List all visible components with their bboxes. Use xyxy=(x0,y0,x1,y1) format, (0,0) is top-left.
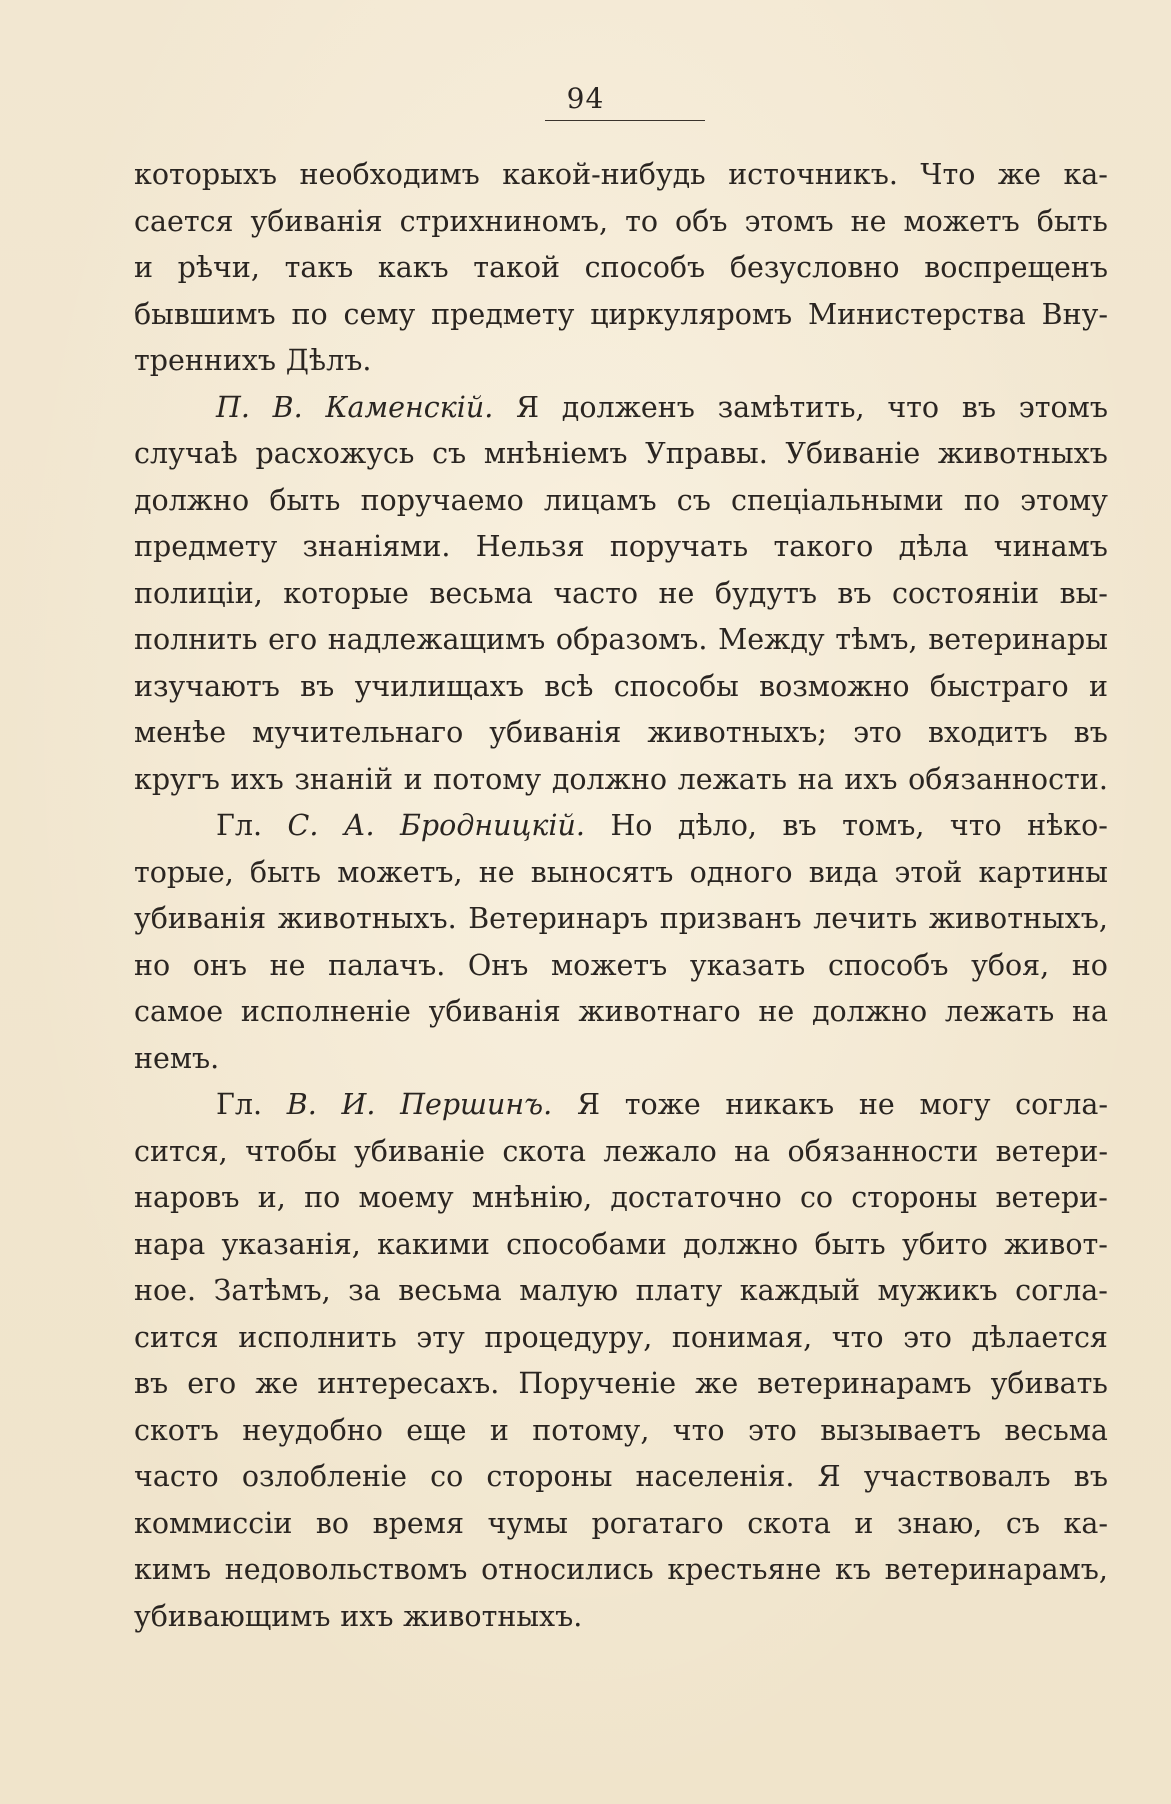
word: немъ. xyxy=(134,1041,220,1075)
word: сится xyxy=(134,1320,219,1354)
word: указать xyxy=(689,948,806,982)
word: ветеринары xyxy=(928,623,1108,656)
word: состояніи xyxy=(892,576,1040,610)
word: какой-нибудь xyxy=(502,158,706,191)
text-line xyxy=(134,1222,1108,1269)
word: этомъ xyxy=(744,204,834,238)
word: убито xyxy=(901,1227,988,1261)
word: воспрещенъ xyxy=(924,251,1108,284)
word: ветери- xyxy=(995,1134,1108,1168)
word: П. xyxy=(216,390,250,424)
word: дѣла xyxy=(898,530,969,563)
text-line xyxy=(134,1175,1108,1222)
word: входитъ xyxy=(927,716,1048,749)
text-line xyxy=(134,152,1108,199)
page-number: 94 xyxy=(566,82,605,115)
word: крестьяне xyxy=(667,1553,822,1586)
word: весьма xyxy=(429,576,533,610)
word: этой xyxy=(894,855,963,889)
word: Министерства xyxy=(808,297,1026,331)
word: полнить xyxy=(134,623,258,656)
word: не xyxy=(850,204,887,238)
word: способы xyxy=(613,669,739,703)
word: убиванія xyxy=(134,902,267,935)
word: не xyxy=(269,948,306,982)
word: и, xyxy=(257,1181,286,1214)
word: животныхъ xyxy=(937,437,1108,470)
word: же xyxy=(255,1367,299,1400)
text-line xyxy=(134,1268,1108,1315)
word: Ветеринаръ xyxy=(468,902,649,935)
word: Я xyxy=(516,390,540,424)
word: что xyxy=(949,809,1002,842)
word: наровъ xyxy=(134,1181,240,1214)
word: знаній xyxy=(294,762,393,796)
word: способами xyxy=(506,1227,667,1261)
text-line xyxy=(134,478,1108,525)
word: быть xyxy=(269,483,341,517)
word: на xyxy=(734,1134,771,1168)
word: убоя, xyxy=(971,948,1050,982)
word: часто xyxy=(553,576,639,610)
word: животныхъ; xyxy=(647,716,828,749)
word: Между xyxy=(718,623,825,656)
word: согла- xyxy=(1015,1088,1108,1121)
text-line xyxy=(134,524,1108,571)
word: на xyxy=(797,762,834,796)
word: лежало xyxy=(603,1134,717,1168)
word: лежать xyxy=(677,762,788,796)
text-line xyxy=(134,1315,1108,1362)
word: быть xyxy=(249,855,322,889)
word: и xyxy=(403,762,423,796)
word: чинамъ xyxy=(993,530,1108,563)
word: въ xyxy=(134,1367,169,1400)
word: по xyxy=(963,483,1000,517)
word: весьма xyxy=(398,1274,502,1307)
word: С. xyxy=(287,809,319,842)
word: же xyxy=(695,1367,739,1400)
word: сему xyxy=(343,297,416,331)
word: Гл. xyxy=(216,809,263,842)
word: никакъ xyxy=(725,1088,835,1121)
word: этомъ xyxy=(1018,390,1108,424)
word: но xyxy=(1071,948,1108,982)
text-line xyxy=(134,1408,1108,1455)
word: мужикъ xyxy=(877,1274,998,1307)
word: ихъ xyxy=(230,762,284,796)
word: Бродницкій. xyxy=(399,809,585,842)
word: и xyxy=(489,1413,509,1447)
word: случаѣ xyxy=(134,437,238,470)
word: мучительнаго xyxy=(252,716,464,749)
word: къ xyxy=(835,1553,871,1586)
word: знаю, xyxy=(896,1506,983,1540)
word: Убиваніе xyxy=(785,437,921,470)
word: весьма xyxy=(1004,1413,1108,1447)
word: плату xyxy=(635,1274,723,1307)
word: вы- xyxy=(1059,576,1108,610)
word: его xyxy=(187,1367,237,1400)
text-line xyxy=(134,385,1108,432)
word: томъ, xyxy=(842,809,925,842)
word: торые, xyxy=(134,855,234,889)
word: нѣко- xyxy=(1027,809,1108,842)
word: мнѣніемъ xyxy=(483,437,628,470)
word: возможно xyxy=(759,669,910,703)
word: его xyxy=(268,623,318,656)
word: во xyxy=(315,1506,350,1540)
word: мнѣнію, xyxy=(471,1181,593,1214)
word: въ xyxy=(961,390,997,424)
word: ветеринарамъ xyxy=(757,1367,972,1400)
word: и xyxy=(1088,669,1108,703)
word: что xyxy=(672,1413,725,1447)
word: можетъ, xyxy=(337,855,463,889)
word: время xyxy=(372,1506,464,1540)
word: ка- xyxy=(1063,158,1108,191)
word: В. xyxy=(286,1088,317,1121)
word: то xyxy=(625,204,659,238)
word: бывшимъ xyxy=(134,297,276,331)
word: процедуру, xyxy=(484,1320,653,1354)
word: рѣчи, xyxy=(177,251,260,284)
word: всѣ xyxy=(544,669,594,703)
word: должно xyxy=(134,483,250,517)
word: по xyxy=(304,1181,341,1214)
word: И. xyxy=(341,1088,376,1121)
word: лежать xyxy=(944,995,1055,1028)
word: чтобы xyxy=(245,1134,337,1168)
word: картины xyxy=(978,855,1108,889)
word: населенія. xyxy=(635,1460,795,1493)
word: ихъ xyxy=(844,762,898,796)
word: и xyxy=(134,251,153,284)
word: обязанности xyxy=(787,1134,979,1168)
word: спеціальными xyxy=(730,483,944,517)
word: вида xyxy=(808,855,879,889)
word: источникъ. xyxy=(728,158,898,191)
word: каждый xyxy=(739,1274,861,1307)
word: моему xyxy=(358,1181,454,1214)
word: скота xyxy=(747,1506,831,1540)
word: полиціи, xyxy=(134,576,263,610)
word: Першинъ. xyxy=(400,1088,553,1121)
text-line xyxy=(134,431,1108,478)
word: надлежащимъ xyxy=(327,623,546,656)
word: это xyxy=(903,1320,952,1354)
text-line xyxy=(134,664,1108,711)
word: лечить xyxy=(813,902,918,935)
word: въ xyxy=(1073,716,1108,749)
word: быстраго xyxy=(929,669,1069,703)
text-line xyxy=(134,896,1108,943)
word: тоже xyxy=(624,1088,701,1121)
word: убиванія xyxy=(250,204,383,238)
word: убиваніе xyxy=(354,1134,485,1168)
word: Дѣлъ. xyxy=(285,344,372,377)
word: тѣмъ, xyxy=(835,623,918,656)
word: циркуляромъ xyxy=(590,297,793,331)
word: безусловно xyxy=(729,251,900,284)
word: Управы. xyxy=(645,437,768,470)
word: долженъ xyxy=(561,390,695,424)
word: но xyxy=(134,948,171,982)
word: ное. xyxy=(134,1274,197,1307)
word: потому, xyxy=(532,1413,650,1447)
word: Вну- xyxy=(1041,297,1108,331)
word: должно xyxy=(551,762,667,796)
word: не xyxy=(658,576,695,610)
word: этому xyxy=(1020,483,1108,517)
word: убиванія xyxy=(489,716,622,749)
word: способъ xyxy=(584,251,706,284)
word: Я xyxy=(817,1460,841,1493)
word: необходимъ xyxy=(299,158,480,191)
word: съ xyxy=(676,483,711,517)
word: убивающимъ xyxy=(134,1599,331,1633)
word: съ xyxy=(1005,1506,1040,1540)
word: не xyxy=(758,995,795,1028)
word: и xyxy=(854,1506,874,1540)
text-line xyxy=(134,1129,1108,1176)
word: такой xyxy=(473,251,561,284)
word: въ xyxy=(782,809,817,842)
word: стороны xyxy=(851,1181,978,1214)
word: участвовалъ xyxy=(863,1460,1051,1493)
word: вызываетъ xyxy=(820,1413,981,1447)
word: ихъ xyxy=(340,1599,394,1633)
word: неудобно xyxy=(242,1413,383,1447)
word: поручаемо xyxy=(360,483,524,517)
word: это xyxy=(747,1413,797,1447)
word: еще xyxy=(406,1413,467,1447)
word: изучаютъ xyxy=(134,669,280,703)
text-line xyxy=(134,1036,1108,1083)
word: ка- xyxy=(1063,1506,1108,1540)
word: стороны xyxy=(486,1460,613,1493)
word: по xyxy=(291,297,328,331)
text-line xyxy=(134,617,1108,664)
word: животныхъ. xyxy=(277,902,457,935)
word: убиванія xyxy=(428,995,561,1028)
word: одного xyxy=(689,855,793,889)
word: чумы xyxy=(487,1506,568,1540)
word: животнаго xyxy=(578,995,741,1028)
word: же xyxy=(997,158,1041,191)
text-line xyxy=(134,757,1108,804)
word: интересахъ. xyxy=(317,1367,500,1400)
word: объ xyxy=(675,204,728,238)
word: животныхъ. xyxy=(403,1599,583,1633)
word: замѣтить, xyxy=(717,390,865,424)
word: А. xyxy=(343,809,375,842)
word: образомъ. xyxy=(555,623,708,656)
text-line xyxy=(134,1594,1108,1641)
word: не xyxy=(478,855,515,889)
word: ветеринарамъ, xyxy=(884,1553,1108,1586)
word: быть xyxy=(1036,204,1108,238)
word: что xyxy=(831,1320,884,1354)
word: исполненіе xyxy=(240,995,411,1028)
text-line xyxy=(134,199,1108,246)
word: въ xyxy=(300,669,335,703)
text-line xyxy=(134,803,1108,850)
word: не xyxy=(858,1088,895,1121)
word: за xyxy=(348,1274,381,1307)
word: какими xyxy=(377,1227,490,1261)
body-text xyxy=(134,152,1108,1640)
word: относились xyxy=(481,1553,654,1586)
header-rule xyxy=(545,120,705,121)
word: животныхъ, xyxy=(928,902,1108,935)
word: Что xyxy=(920,158,976,191)
word: живот- xyxy=(1004,1227,1108,1261)
word: съ xyxy=(432,437,467,470)
word: потому xyxy=(433,762,542,796)
word: будутъ xyxy=(714,576,817,610)
text-line xyxy=(134,943,1108,990)
word: что xyxy=(887,390,940,424)
word: въ xyxy=(1073,1460,1108,1493)
word: способъ xyxy=(827,948,949,982)
word: поручать xyxy=(609,530,749,563)
word: которые xyxy=(283,576,409,610)
word: треннихъ xyxy=(134,344,277,377)
text-line xyxy=(134,850,1108,897)
word: коммиссіи xyxy=(134,1506,293,1540)
text-line xyxy=(134,245,1108,292)
word: скотъ xyxy=(134,1413,219,1447)
word: часто xyxy=(134,1460,219,1493)
text-line xyxy=(134,571,1108,618)
word: такого xyxy=(773,530,874,563)
word: дѣлается xyxy=(971,1320,1108,1354)
word: со xyxy=(799,1181,834,1214)
word: В. xyxy=(272,390,303,424)
word: предмету xyxy=(431,297,575,331)
word: Но xyxy=(610,809,653,842)
word: быть xyxy=(814,1227,886,1261)
word: дѣло, xyxy=(677,809,757,842)
word: рогатаго xyxy=(591,1506,724,1540)
text-line xyxy=(134,1501,1108,1548)
word: Каменскій. xyxy=(325,390,494,424)
word: согла- xyxy=(1015,1274,1108,1307)
word: такъ xyxy=(284,251,354,284)
word: достаточно xyxy=(610,1181,782,1214)
word: Затѣмъ, xyxy=(213,1274,331,1307)
word: какъ xyxy=(377,251,449,284)
word: эту xyxy=(416,1320,465,1354)
text-line xyxy=(134,292,1108,339)
word: должно xyxy=(683,1227,799,1261)
word: сается xyxy=(134,204,234,238)
text-line xyxy=(134,338,1108,385)
word: выносятъ xyxy=(530,855,674,889)
word: нара xyxy=(134,1227,206,1261)
word: знаніями. xyxy=(302,530,451,563)
word: лицамъ xyxy=(543,483,657,517)
word: призванъ xyxy=(659,902,802,935)
word: онъ xyxy=(192,948,248,982)
word: указанія, xyxy=(221,1227,361,1261)
word: предмету xyxy=(134,530,278,563)
word: это xyxy=(853,716,902,749)
word: училищахъ xyxy=(354,669,524,703)
word: понимая, xyxy=(671,1320,813,1354)
word: менѣе xyxy=(134,716,227,749)
text-line xyxy=(134,989,1108,1036)
text-line xyxy=(134,1082,1108,1129)
word: Нельзя xyxy=(475,530,585,563)
word: расхожусь xyxy=(255,437,415,470)
word: сится, xyxy=(134,1134,228,1168)
word: должно xyxy=(811,995,928,1028)
word: могу xyxy=(919,1088,991,1121)
word: стрихниномъ, xyxy=(399,204,609,238)
text-line xyxy=(134,1454,1108,1501)
word: кимъ xyxy=(134,1553,212,1586)
word: озлобленіе xyxy=(241,1460,407,1493)
word: можетъ xyxy=(903,204,1020,238)
word: исполнить xyxy=(238,1320,397,1354)
word: Я xyxy=(576,1088,600,1121)
word: со xyxy=(430,1460,464,1493)
text-line xyxy=(134,1547,1108,1594)
word: недовольствомъ xyxy=(224,1553,468,1586)
word: въ xyxy=(837,576,872,610)
word: Порученіе xyxy=(518,1367,677,1400)
word: малую xyxy=(519,1274,619,1307)
word: обязанности. xyxy=(908,762,1108,796)
word: палачъ. xyxy=(328,948,446,982)
text-line xyxy=(134,710,1108,757)
word: скота xyxy=(502,1134,587,1168)
word: ветери- xyxy=(995,1181,1108,1214)
word: самое xyxy=(134,995,224,1028)
word: на xyxy=(1072,995,1108,1028)
word: можетъ xyxy=(551,948,668,982)
word: кругъ xyxy=(134,762,220,796)
word: Гл. xyxy=(216,1088,263,1121)
text-line xyxy=(134,1361,1108,1408)
word: которыхъ xyxy=(134,158,278,191)
word: Онъ xyxy=(467,948,529,982)
word: убивать xyxy=(990,1367,1108,1400)
